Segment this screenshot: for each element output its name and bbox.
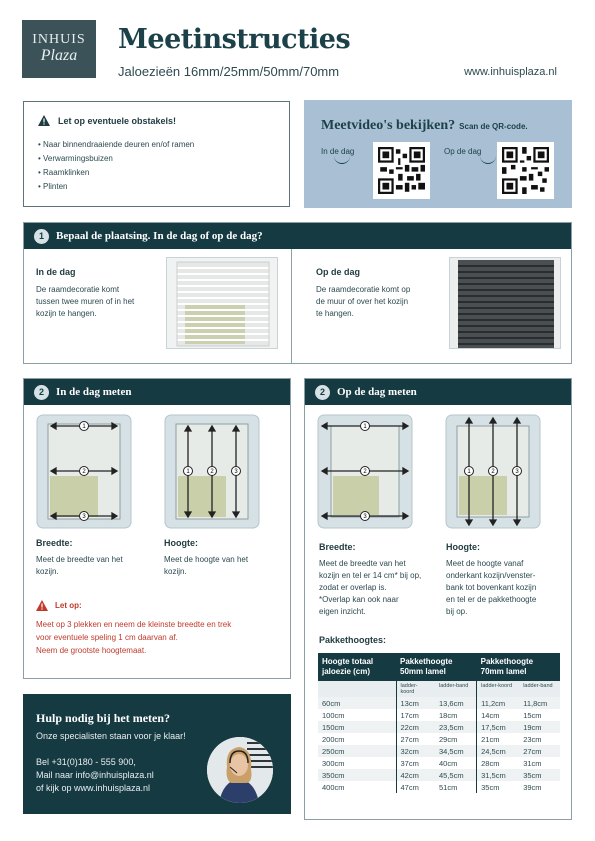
table-cell: 13cm [396,697,435,709]
dark-blind-photo [449,257,561,349]
help-subtitle: Onze specialisten staan voor je klaar! [36,731,186,741]
table-cell: 22cm [396,721,435,733]
qr-code-op-de-dag[interactable] [497,142,554,199]
logo-line2: Plaza [40,47,78,64]
table-cell: 100cm [322,710,345,720]
table-cell: 23cm [523,734,542,744]
hoogte-heading: Hoogte: [446,542,480,552]
hoogte-text: Meet de hoogte vanaf onderkant kozijn/venster- bank tot bovenkant kozijn en tel er de pakkethoogte bij op. [446,559,537,616]
warning-icon [38,115,50,126]
table-cell: 150cm [318,721,396,733]
window-hoogte-diagram [164,414,260,529]
marker-label: 2 [82,469,86,475]
section-header [24,223,571,249]
section-in-de-dag-meten [23,378,291,679]
op-de-dag-heading: Op de dag [316,267,361,277]
marker-label: 3 [82,514,86,520]
table-subheader: ladder-band [519,681,560,697]
list-item: • Raamklinken [38,166,275,180]
obstacles-box [23,101,290,207]
help-mail[interactable]: Mail naar info@inhuisplaza.nl [36,770,154,780]
table-cell: 24,5cm [477,745,520,757]
table-cell: 27cm [519,745,560,757]
table-cell: 34,5cm [435,745,477,757]
breedte-text: Meet de breedte van het kozijn en tel er 14 cm* bij op, zodat er overlap is. *Overlap kan ook naar eigen inzicht. [319,559,422,616]
white-blind-photo [166,257,278,349]
warning-icon [36,600,48,611]
window-hoogte-overlap-diagram [445,414,541,529]
table-cell: 35cm [477,781,520,793]
qr-code-icon [378,147,425,194]
table-cell: 18cm [439,710,458,720]
warning-text: Meet op 3 plekken en neem de kleinste breedte en trek voor eventuele speling 1 cm daarvan af. Neem de grootste hoogtemaat. [36,620,232,655]
section-title: Bepaal de plaatsing. In de dag of op de dag? [56,230,263,242]
hoogte-heading: Hoogte: [164,538,198,548]
specialist-photo [207,737,273,803]
marker-label: 3 [234,469,238,475]
table-subheader: ladder-koord [396,681,435,697]
table-cell: 39cm [523,782,542,792]
table-header: Pakkethoogte 50mm lamel [396,653,477,681]
arrow-icon [334,156,350,164]
table-cell: 31,5cm [477,769,520,781]
section-title: In de dag meten [56,386,132,398]
marker-label: 1 [186,469,190,475]
breedte-heading: Breedte: [36,538,73,548]
table-header-row [318,653,560,681]
window-breedte-overlap-diagram [317,414,413,529]
table-header: Pakkethoogte 70mm lamel [477,653,560,681]
table-cell: 14cm [477,709,520,721]
brand-logo [22,20,96,78]
pakket-table [318,653,560,793]
table-cell: 13,6cm [435,697,477,709]
table-subheader: ladder-koord [477,681,520,697]
table-row [318,733,560,745]
table-cell: 29cm [439,734,458,744]
table-cell: 300cm [322,758,345,768]
table-cell: 28cm [477,757,520,769]
step-number: 2 [34,385,49,400]
table-header: Hoogte totaal jaloezie (cm) [318,653,396,681]
table-cell: 19cm [519,721,560,733]
table-cell: 42cm [396,769,435,781]
in-de-dag-heading: In de dag [36,267,76,277]
window-breedte-diagram [36,414,132,529]
table-cell: 35cm [519,769,560,781]
table-cell: 51cm [439,782,458,792]
website-link[interactable]: www.inhuisplaza.nl [464,66,557,78]
table-cell: 23,5cm [435,721,477,733]
table-cell: 17cm [396,709,435,721]
qr-code-in-de-dag[interactable] [373,142,430,199]
marker-label: 3 [363,514,367,520]
table-row [318,697,560,709]
page-subtitle: Jaloezieën 16mm/25mm/50mm/70mm [118,64,340,79]
breedte-heading: Breedte: [319,542,356,552]
video-box [304,100,572,208]
avatar [207,737,273,803]
table-row [318,721,560,733]
obstacles-title: Let op eventuele obstakels! [58,115,177,126]
marker-label: 2 [210,469,214,475]
table-row [318,781,560,793]
in-de-dag-text: De raamdecoratie komt tussen twee muren of in het kozijn te hangen. [36,285,135,318]
marker-label: 1 [467,469,471,475]
help-web[interactable]: of kijk op www.inhuisplaza.nl [36,783,151,793]
table-cell: 27cm [396,733,435,745]
step-number: 1 [34,229,49,244]
table-cell: 250cm [318,745,396,757]
marker-label: 2 [363,469,367,475]
arrow-icon [480,156,496,164]
help-phone[interactable]: Bel +31(0)180 - 555 900, [36,757,136,767]
qr-label-op-de-dag: Op de dag [444,147,482,156]
table-cell: 40cm [439,758,458,768]
section-title: Op de dag meten [337,386,417,398]
table-subheader-row [318,681,560,697]
table-row [318,745,560,757]
qr-code-icon [502,147,549,194]
table-cell: 11,2cm [477,697,520,709]
section-header [305,379,571,405]
op-de-dag-text: De raamdecoratie komt op de muur of over het kozijn te hangen. [316,285,411,318]
page-title: Meetinstructies [118,24,351,55]
table-cell: 400cm [322,782,345,792]
table-cell: 11,8cm [519,697,560,709]
obstacles-heading [38,115,275,126]
section-header [24,379,290,405]
breedte-text: Meet de breedte van het kozijn. [36,555,123,576]
list-item: • Naar binnendraaiende deuren en/of ramen [38,138,275,152]
list-item: • Plinten [38,180,275,194]
qr-label-in-de-dag: In de dag [321,147,355,156]
placement-op-de-dag [304,249,571,363]
table-cell: 21cm [477,733,520,745]
table-cell: 31cm [523,758,542,768]
table-subheader: ladder-band [435,681,477,697]
video-title: Meetvideo's bekijken? Scan de QR-code. [321,118,528,133]
table-row [318,709,560,721]
section-placement [23,222,572,364]
marker-label: 1 [82,424,86,430]
marker-label: 1 [363,424,367,430]
table-cell: 32cm [396,745,435,757]
table-row [318,757,560,769]
pakket-heading: Pakkethoogtes: [319,635,387,645]
hoogte-text: Meet de hoogte van het kozijn. [164,555,249,576]
table-cell: 37cm [396,757,435,769]
marker-label: 3 [515,469,519,475]
table-cell: 200cm [322,734,345,744]
table-cell: 60cm [318,697,396,709]
warning-heading: Let op: [36,599,82,612]
logo-line1: INHUIS [32,32,86,47]
table-cell: 17,5cm [477,721,520,733]
marker-label: 2 [491,469,495,475]
video-hint: Scan de QR-code. [459,122,528,131]
list-item: • Verwarmingsbuizen [38,152,275,166]
step-number: 2 [315,385,330,400]
table-cell: 45,5cm [435,769,477,781]
placement-in-de-dag [24,249,292,363]
table-cell: 350cm [318,769,396,781]
obstacles-list [38,138,275,194]
table-cell: 47cm [396,781,435,793]
table-row [318,769,560,781]
table-cell: 15cm [523,710,542,720]
help-title: Hulp nodig bij het meten? [36,711,171,725]
